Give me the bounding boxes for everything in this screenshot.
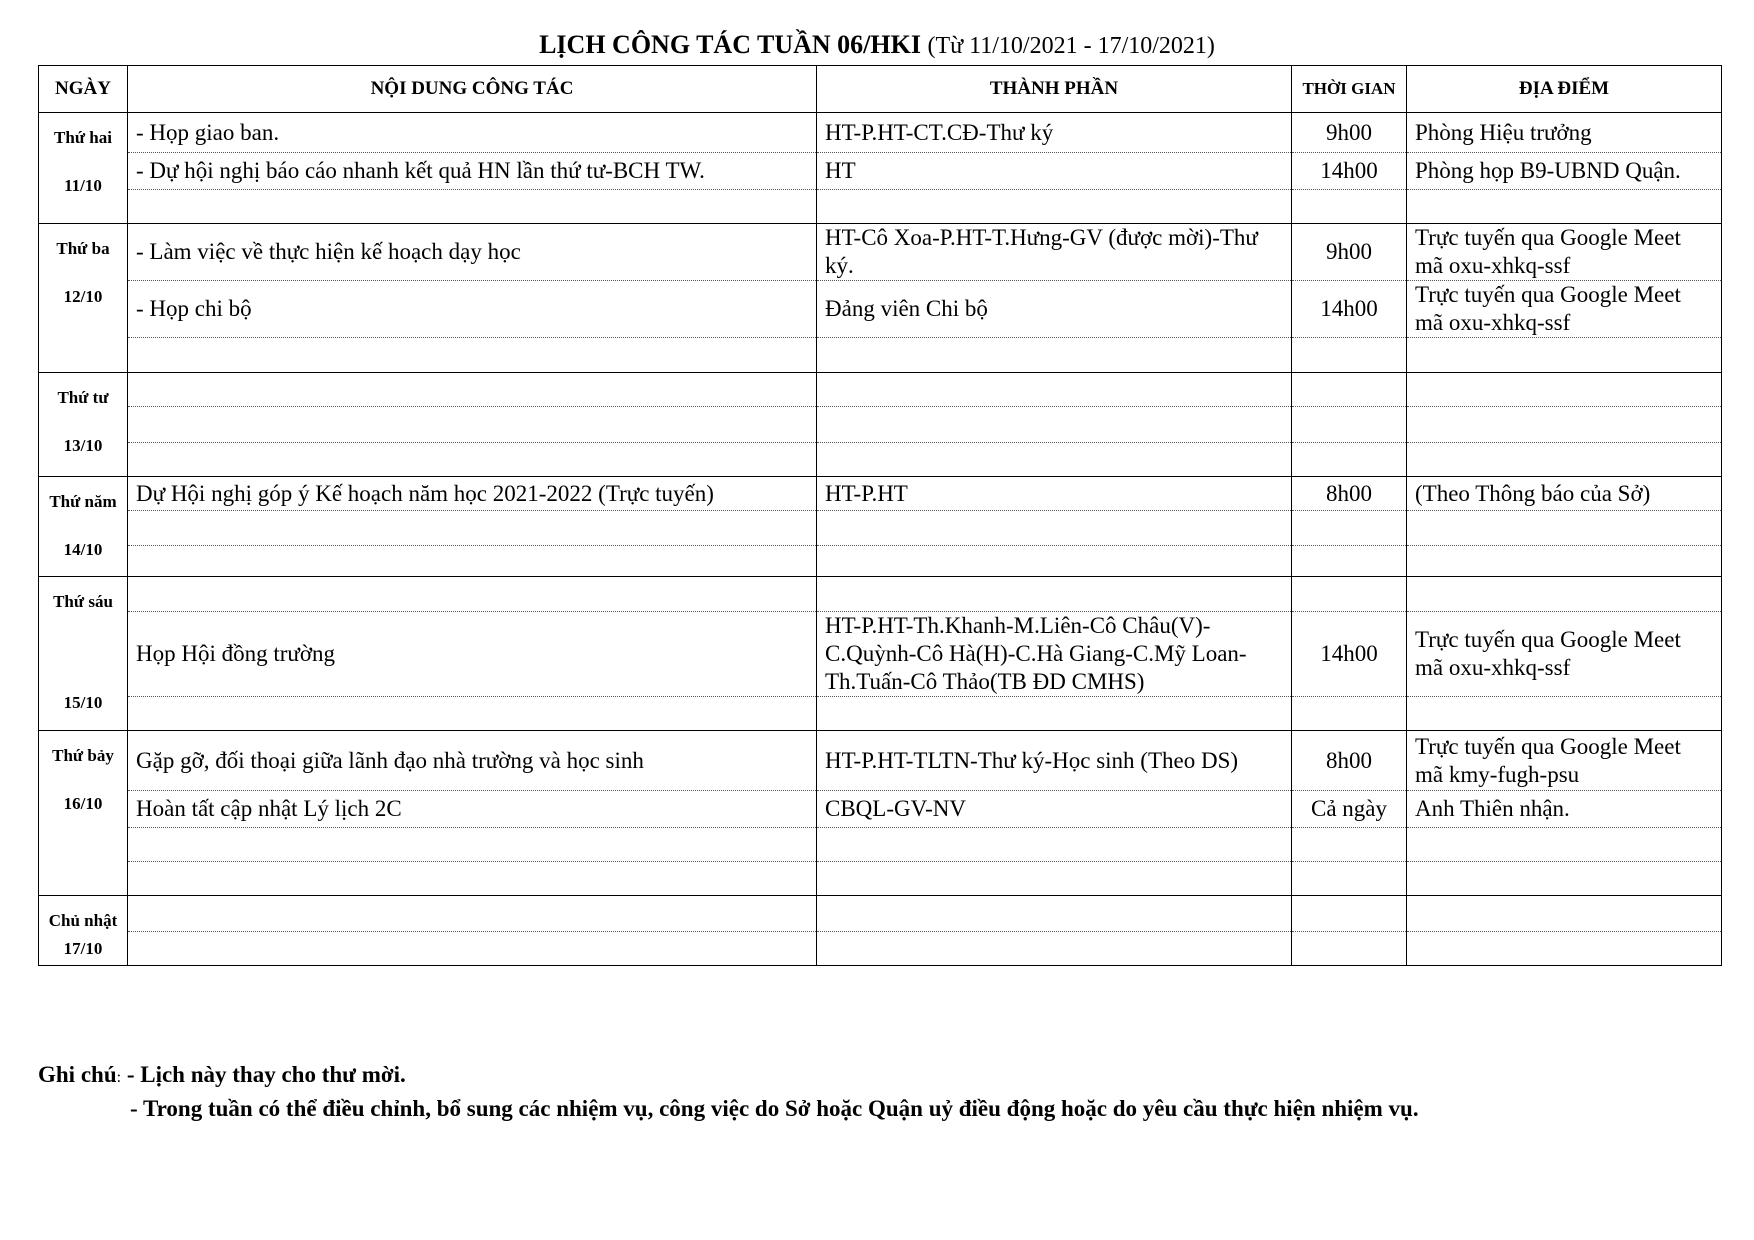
note-label: Ghi chú bbox=[38, 1062, 117, 1087]
day-name: Thứ năm bbox=[49, 492, 117, 511]
time-cell: 9h00 bbox=[1292, 113, 1407, 153]
schedule-row bbox=[39, 373, 1722, 407]
schedule-row bbox=[39, 153, 1722, 189]
people-cell bbox=[817, 861, 1292, 895]
schedule-row bbox=[39, 896, 1722, 932]
note-line-2: - Trong tuần có thể điều chỉnh, bổ sung các nhiệm vụ, công việc do Sở hoặc Quận uỷ điều động hoặc do yêu cầu thực hiện nhiệm vụ. bbox=[130, 1096, 1419, 1121]
place-cell: Phòng Hiệu trưởng bbox=[1407, 113, 1722, 153]
time-cell: 8h00 bbox=[1292, 731, 1407, 791]
time-cell bbox=[1292, 189, 1407, 223]
content-cell: - Dự hội nghị báo cáo nhanh kết quả HN lần thứ tư-BCH TW. bbox=[128, 153, 817, 189]
people-cell bbox=[817, 338, 1292, 373]
place-cell: Trực tuyến qua Google Meet mã oxu-xhkq-ssf bbox=[1407, 612, 1722, 697]
time-cell bbox=[1292, 407, 1407, 442]
time-cell bbox=[1292, 697, 1407, 731]
day-label-group bbox=[39, 731, 127, 895]
schedule-row bbox=[39, 281, 1722, 338]
day-label-group bbox=[39, 577, 127, 724]
people-cell bbox=[817, 511, 1292, 545]
day-name: Thứ tư bbox=[57, 388, 109, 407]
people-cell bbox=[817, 827, 1292, 861]
place-cell: Phòng họp B9-UBND Quận. bbox=[1407, 153, 1722, 189]
schedule-row bbox=[39, 338, 1722, 373]
schedule-row bbox=[39, 113, 1722, 153]
day-name: Chủ nhật bbox=[48, 911, 118, 930]
place-cell bbox=[1407, 442, 1722, 476]
place-cell bbox=[1407, 577, 1722, 612]
place-cell: Trực tuyến qua Google Meet mã oxu-xhkq-ssf bbox=[1407, 281, 1722, 338]
content-cell bbox=[128, 577, 817, 612]
content-cell: - Họp chi bộ bbox=[128, 281, 817, 338]
schedule-row bbox=[39, 442, 1722, 476]
day-cell bbox=[39, 373, 128, 477]
day-label-group bbox=[39, 373, 127, 476]
time-cell: 8h00 bbox=[1292, 477, 1407, 511]
schedule-row bbox=[39, 827, 1722, 861]
time-cell bbox=[1292, 442, 1407, 476]
day-label-group bbox=[39, 477, 127, 576]
schedule-body bbox=[39, 113, 1722, 966]
content-cell: - Làm việc về thực hiện kế hoạch dạy học bbox=[128, 224, 817, 281]
day-cell bbox=[39, 577, 128, 731]
place-cell bbox=[1407, 373, 1722, 407]
people-cell: HT bbox=[817, 153, 1292, 189]
schedule-row bbox=[39, 612, 1722, 697]
content-cell bbox=[128, 861, 817, 895]
people-cell: HT-P.HT-CT.CĐ-Thư ký bbox=[817, 113, 1292, 153]
time-cell bbox=[1292, 545, 1407, 576]
col-header-people: THÀNH PHẦN bbox=[817, 66, 1292, 113]
day-label-group bbox=[39, 896, 127, 965]
day-date: 16/10 bbox=[63, 794, 103, 813]
schedule-row bbox=[39, 477, 1722, 511]
people-cell: HT-P.HT-Th.Khanh-M.Liên-Cô Châu(V)-C.Quỳnh-Cô Hà(H)-C.Hà Giang-C.Mỹ Loan-Th.Tuấn-Cô Thảo(TB ĐD CMHS) bbox=[817, 612, 1292, 697]
title-date-range: (Từ 11/10/2021 - 17/10/2021) bbox=[927, 33, 1215, 59]
time-cell bbox=[1292, 827, 1407, 861]
people-cell: HT-P.HT bbox=[817, 477, 1292, 511]
col-header-day: NGÀY bbox=[39, 66, 128, 113]
place-cell bbox=[1407, 861, 1722, 895]
place-cell bbox=[1407, 827, 1722, 861]
people-cell bbox=[817, 697, 1292, 731]
time-cell: 9h00 bbox=[1292, 224, 1407, 281]
col-header-time: THỜI GIAN bbox=[1292, 66, 1407, 113]
day-name: Thứ bảy bbox=[52, 746, 114, 765]
place-cell: Trực tuyến qua Google Meet mã oxu-xhkq-ssf bbox=[1407, 224, 1722, 281]
content-cell: Gặp gỡ, đối thoại giữa lãnh đạo nhà trường và học sinh bbox=[128, 731, 817, 791]
schedule-row bbox=[39, 407, 1722, 442]
time-cell: Cả ngày bbox=[1292, 791, 1407, 827]
content-cell bbox=[128, 697, 817, 731]
place-cell: Trực tuyến qua Google Meet mã kmy-fugh-psu bbox=[1407, 731, 1722, 791]
time-cell: 14h00 bbox=[1292, 612, 1407, 697]
content-cell: Hoàn tất cập nhật Lý lịch 2C bbox=[128, 791, 817, 827]
time-cell: 14h00 bbox=[1292, 153, 1407, 189]
people-cell bbox=[817, 442, 1292, 476]
col-header-place: ĐỊA ĐIỂM bbox=[1407, 66, 1722, 113]
content-cell bbox=[128, 545, 817, 576]
content-cell bbox=[128, 407, 817, 442]
day-name: Thứ ba bbox=[56, 239, 110, 258]
people-cell bbox=[817, 896, 1292, 932]
place-cell bbox=[1407, 407, 1722, 442]
day-date: 11/10 bbox=[64, 176, 102, 195]
title-main: LỊCH CÔNG TÁC TUẦN 06/HKI bbox=[539, 30, 921, 59]
day-name: Thứ sáu bbox=[53, 592, 113, 611]
day-date: 17/10 bbox=[63, 939, 103, 958]
schedule-row bbox=[39, 731, 1722, 791]
people-cell: HT-P.HT-TLTN-Thư ký-Học sinh (Theo DS) bbox=[817, 731, 1292, 791]
place-cell bbox=[1407, 189, 1722, 223]
footnote bbox=[38, 1058, 1419, 1121]
content-cell bbox=[128, 442, 817, 476]
schedule-row bbox=[39, 224, 1722, 281]
people-cell bbox=[817, 545, 1292, 576]
schedule-row bbox=[39, 189, 1722, 223]
place-cell bbox=[1407, 931, 1722, 966]
col-header-content: NỘI DUNG CÔNG TÁC bbox=[128, 66, 817, 113]
people-cell bbox=[817, 373, 1292, 407]
content-cell bbox=[128, 189, 817, 223]
time-cell: 14h00 bbox=[1292, 281, 1407, 338]
day-cell bbox=[39, 896, 128, 966]
time-cell bbox=[1292, 931, 1407, 966]
content-cell bbox=[128, 511, 817, 545]
people-cell bbox=[817, 189, 1292, 223]
day-date: 12/10 bbox=[63, 287, 103, 306]
content-cell: Dự Hội nghị góp ý Kế hoạch năm học 2021-2022 (Trực tuyến) bbox=[128, 477, 817, 511]
content-cell bbox=[128, 931, 817, 966]
page-title bbox=[0, 30, 1754, 61]
place-cell bbox=[1407, 545, 1722, 576]
place-cell bbox=[1407, 896, 1722, 932]
day-name: Thứ hai bbox=[54, 128, 112, 147]
people-cell: HT-Cô Xoa-P.HT-T.Hưng-GV (được mời)-Thư ký. bbox=[817, 224, 1292, 281]
place-cell bbox=[1407, 338, 1722, 373]
day-cell bbox=[39, 477, 128, 577]
note-line-1: - Lịch này thay cho thư mời. bbox=[126, 1062, 406, 1087]
content-cell bbox=[128, 373, 817, 407]
schedule-row bbox=[39, 545, 1722, 576]
time-cell bbox=[1292, 511, 1407, 545]
place-cell: Anh Thiên nhận. bbox=[1407, 791, 1722, 827]
content-cell: - Họp giao ban. bbox=[128, 113, 817, 153]
time-cell bbox=[1292, 577, 1407, 612]
people-cell bbox=[817, 931, 1292, 966]
place-cell bbox=[1407, 697, 1722, 731]
day-date: 15/10 bbox=[63, 693, 103, 712]
content-cell bbox=[128, 338, 817, 373]
people-cell: Đảng viên Chi bộ bbox=[817, 281, 1292, 338]
day-cell bbox=[39, 224, 128, 373]
day-label-group bbox=[39, 113, 127, 223]
schedule-row bbox=[39, 791, 1722, 827]
people-cell bbox=[817, 577, 1292, 612]
place-cell: (Theo Thông báo của Sở) bbox=[1407, 477, 1722, 511]
schedule-table bbox=[38, 65, 1722, 966]
content-cell bbox=[128, 896, 817, 932]
day-date: 14/10 bbox=[63, 540, 103, 559]
day-label-group bbox=[39, 224, 127, 363]
time-cell bbox=[1292, 861, 1407, 895]
place-cell bbox=[1407, 511, 1722, 545]
day-date: 13/10 bbox=[63, 436, 103, 455]
schedule-row bbox=[39, 931, 1722, 966]
time-cell bbox=[1292, 373, 1407, 407]
people-cell bbox=[817, 407, 1292, 442]
time-cell bbox=[1292, 896, 1407, 932]
schedule-row bbox=[39, 511, 1722, 545]
people-cell: CBQL-GV-NV bbox=[817, 791, 1292, 827]
day-cell bbox=[39, 113, 128, 224]
note-colon: : bbox=[116, 1069, 122, 1086]
schedule-row bbox=[39, 577, 1722, 612]
time-cell bbox=[1292, 338, 1407, 373]
schedule-row bbox=[39, 861, 1722, 895]
day-cell bbox=[39, 731, 128, 896]
content-cell bbox=[128, 827, 817, 861]
schedule-row bbox=[39, 697, 1722, 731]
content-cell: Họp Hội đồng trường bbox=[128, 612, 817, 697]
header-row bbox=[39, 66, 1722, 113]
